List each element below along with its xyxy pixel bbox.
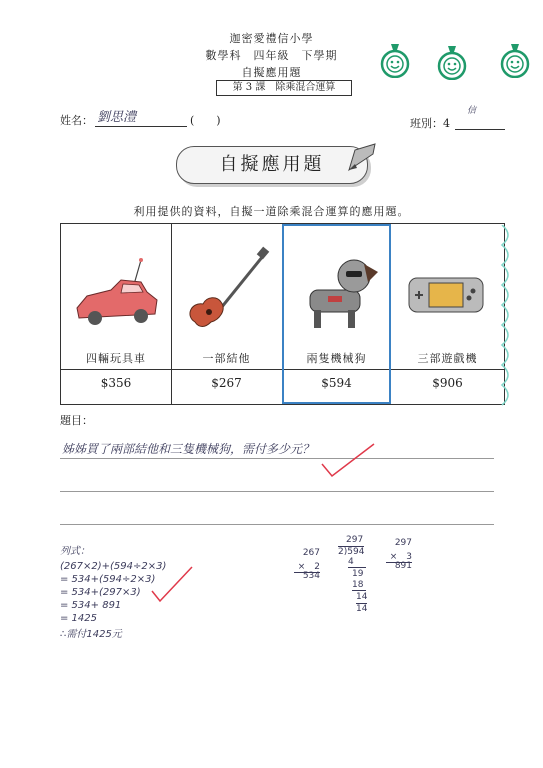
name-label: 姓名：	[60, 114, 93, 127]
subject-line: 數學科 四年級 下學期	[205, 49, 338, 62]
calc-step: 19	[352, 569, 364, 579]
items-table	[60, 223, 505, 405]
calc-multiplier: × 2	[294, 559, 320, 573]
answer-line	[60, 524, 494, 525]
pencil-icon	[345, 140, 381, 176]
working-line: = 534+(297×3)	[60, 587, 141, 598]
class-superscript: 信	[467, 106, 477, 116]
class-label: 班別：4	[410, 117, 450, 130]
item-robot-dog	[282, 224, 391, 404]
smiley-stamp-icon	[380, 40, 410, 78]
check-mark-icon	[318, 440, 378, 480]
item-price: $267	[211, 376, 242, 390]
item-price: $356	[100, 376, 132, 390]
working-line: = 534+ 891	[60, 600, 122, 611]
school-name: 迦密愛禮信小學	[229, 32, 314, 45]
calc-step: 14	[356, 592, 368, 602]
item-price: $906	[432, 376, 463, 390]
item-toy-car	[61, 224, 172, 404]
banner-title: 自擬應用題	[176, 146, 368, 184]
lesson-box: 第 3 課 除乘混合運算	[216, 80, 352, 96]
toy-car-icon	[71, 238, 161, 343]
calc-quotient: 297	[346, 535, 364, 545]
working-label: 列式：	[60, 546, 90, 557]
question-answer[interactable]: 姊姊買了兩部結他和三隻機械狗，需付多少元？	[62, 442, 315, 456]
smiley-stamp-icon	[437, 42, 467, 80]
question-label: 題目：	[60, 414, 93, 427]
working-line: = 534+(594÷2×3)	[60, 574, 156, 585]
robot-dog-icon	[292, 238, 382, 343]
guitar-icon	[181, 238, 271, 343]
worksheet-title: 自擬應用題	[241, 66, 302, 79]
item-name: 三部遊戲機	[417, 352, 478, 365]
calc-product: 534	[302, 571, 320, 581]
class-number-field: ( )	[190, 114, 221, 127]
game-console-icon	[401, 238, 491, 343]
working-line: (267×2)+(594÷2×3)	[60, 561, 167, 572]
calc-step: 18	[352, 580, 366, 591]
item-game-console	[391, 224, 504, 404]
calc-product: 891	[394, 561, 412, 571]
calc-step: 14	[356, 604, 368, 614]
check-mark-icon	[150, 565, 195, 605]
working-line: = 1425	[60, 613, 98, 624]
calc-multiplier: × 3	[386, 549, 412, 563]
item-name: 兩隻機械狗	[306, 352, 367, 365]
calc-step: 4	[348, 557, 366, 568]
class-field[interactable]	[455, 106, 505, 130]
calc-dividend: 2)594	[338, 547, 365, 557]
answer-line	[60, 458, 494, 459]
calc-multiplicand: 267	[302, 548, 320, 558]
item-name: 一部結他	[202, 352, 251, 365]
calc-multiplicand: 297	[394, 538, 412, 548]
item-name: 四輛玩具車	[86, 352, 146, 365]
item-price: $594	[321, 376, 352, 390]
answer-line	[60, 491, 494, 492]
item-guitar	[171, 224, 284, 404]
working-line: ∴需付1425元	[60, 629, 122, 640]
instruction-text: 利用提供的資料，自擬一道除乘混合運算的應用題。	[133, 205, 410, 218]
name-value: 劉思澧	[97, 110, 137, 125]
scallop-border	[500, 225, 520, 415]
smiley-stamp-icon	[500, 40, 530, 78]
name-field[interactable]	[95, 110, 187, 127]
